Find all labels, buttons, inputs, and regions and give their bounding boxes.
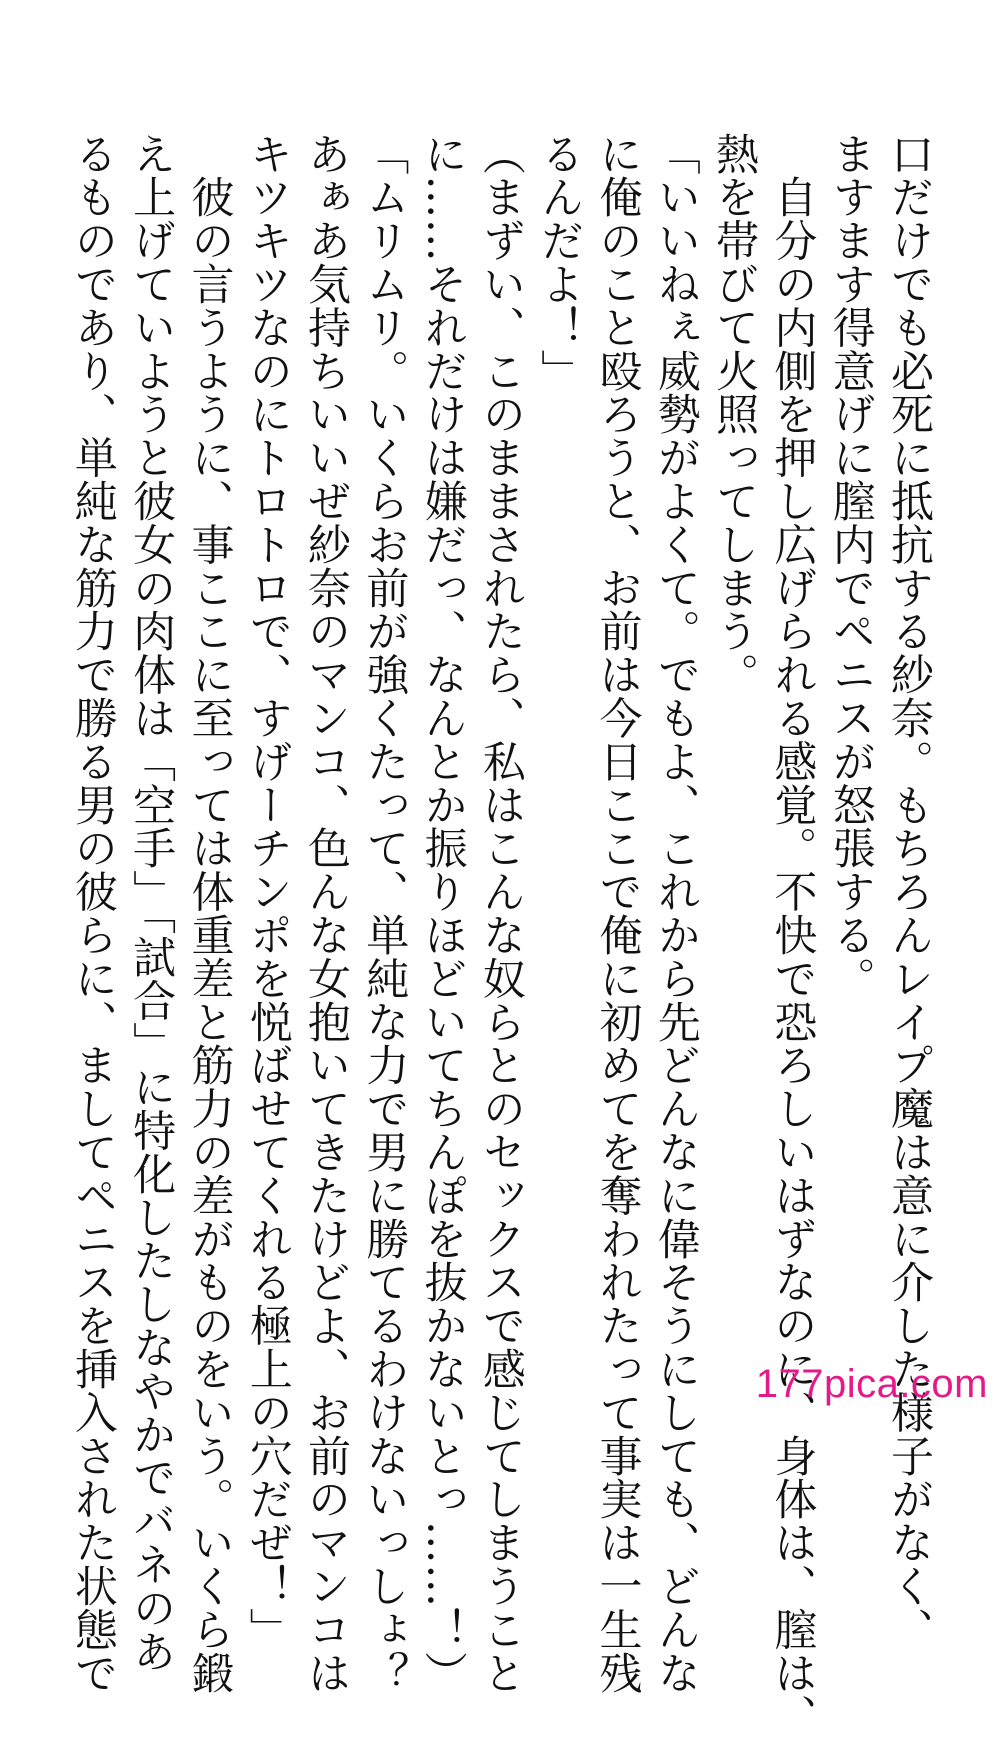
- text-line: に俺のこと殴ろうと、お前は今日ここで俺に初めてを奪われたって事実は一生残: [592, 132, 643, 1695]
- text-line: 「ムリムリ。いくらお前が強くたって、単純な力で男に勝てるわけないっしょ？: [359, 132, 410, 1695]
- text-line: に……それだけは嫌だっ、なんとか振りほどいてちんぽを抜かないとっ……！）: [417, 132, 468, 1695]
- text-line: 自分の内側を押し広げられる感覚。不快で恐ろしいはずなのに、身体は、膣は、: [767, 132, 818, 1738]
- text-line: 「いいねぇ威勢がよくて。でもよ、これから先どんなに偉そうにしても、どんな: [650, 132, 701, 1695]
- text-line: あぁあ気持ちいいぜ紗奈のマンコ、色んな女抱いてきたけどよ、お前のマンコは: [301, 132, 352, 1695]
- text-line: （まずい、このままされたら、私はこんな奴らとのセックスで感じてしまうこと: [475, 132, 526, 1695]
- watermark: 177pica.com: [755, 1362, 988, 1406]
- text-line: るものであり、単純な筋力で勝る男の彼らに、ましてペニスを挿入された状態で: [67, 132, 118, 1695]
- text-line: キツキツなのにトロトロで、すげーチンポを悦ばせてくれる極上の穴だぜ！」: [242, 132, 293, 1651]
- text-line: 口だけでも必死に抵抗する紗奈。もちろんレイプ魔は意に介した様子がなく、: [884, 132, 934, 1651]
- text-line: るんだよ！」: [534, 132, 585, 393]
- text-line: 熱を帯びて火照ってしまう。: [709, 132, 760, 697]
- text-line: ますます得意げに膣内でペニスが怒張する。: [825, 132, 876, 1000]
- text-line: 彼の言うように、事ここに至っては体重差と筋力の差がものをいう。いくら鍛: [184, 132, 235, 1695]
- text-line: え上げていようと彼女の肉体は「空手」「試合」に特化したしなやかでバネのあ: [126, 132, 177, 1673]
